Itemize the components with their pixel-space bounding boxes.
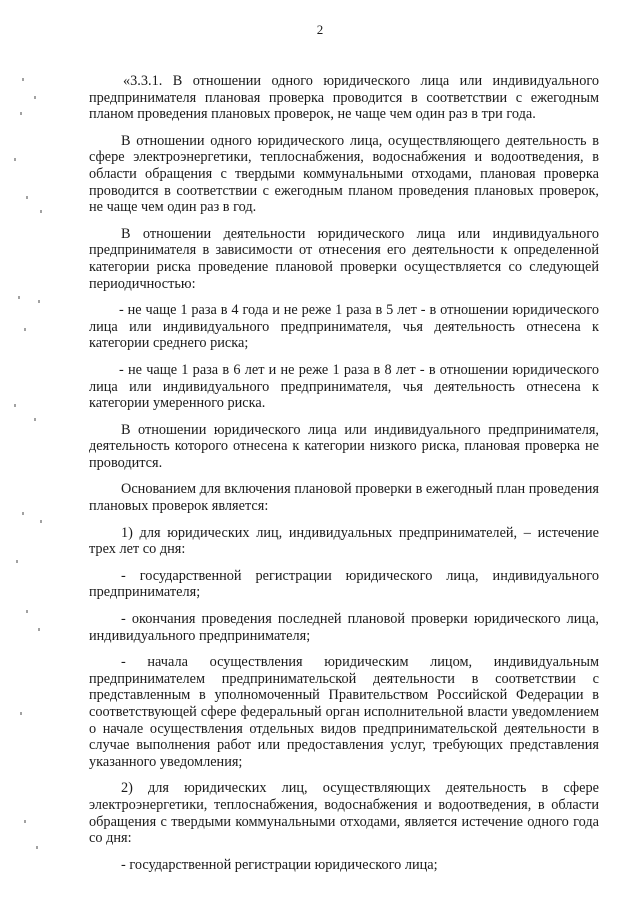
list-item-start-of-activity: - начала осуществления юридическим лицом, индивидуальным предпринимателем предпринимательской деятельности в соответствии с представленным в уполномоченный Правительством Российской Федерации в соответствующей сфере федеральный орган исполнительной власти уведомлением о начале осуществления отдельных видов предпринимательской деятельности в случае выполнения работ или предоставления услуг, требующих представления указанного уведомления; (89, 654, 599, 770)
paragraph-low-risk: В отношении юридического лица или индивидуального предпринимателя, деятельность которого отнесена к категории низкого риска, плановая проверка не проводится. (89, 421, 599, 471)
list-item-legal-entity-registration: - государственной регистрации юридического лица; (121, 856, 438, 873)
list-item-three-years: 1) для юридических лиц, индивидуальных предпринимателей, – истечение трех лет со дня: (89, 524, 599, 558)
paragraph-energy-sector: В отношении одного юридического лица, осуществляющего деятельность в сфере электроэнергетики, теплоснабжения, водоснабжения и водоотведения, в области обращения с твердыми коммунальными отходами, плановая проверка проводится в соответствии с ежегодным планом проведения плановых проверок, не чаще чем один раз в год. (89, 132, 599, 216)
paragraph-grounds: Основанием для включения плановой проверки в ежегодный план проведения плановых проверок является: (89, 481, 599, 515)
list-item-last-inspection: - окончания проведения последней плановой проверки юридического лица, индивидуального предпринимателя; (89, 611, 599, 644)
margin-specks (0, 0, 60, 905)
list-item-state-registration: - государственной регистрации юридического лица, индивидуального предпринимателя; (89, 567, 599, 601)
page-number: 2 (316, 22, 324, 37)
list-item-one-year: 2) для юридических лиц, осуществляющих деятельность в сфере электроэнергетики, теплоснабжения, водоснабжения и водоотведения, в области обращения с твердыми коммунальными отходами, является истечение одного года со дня: (89, 780, 599, 847)
document-body (89, 73, 599, 883)
paragraph-3-3-1: «3.3.1. В отношении одного юридического лица или индивидуального предпринимателя плановая проверка проводится в соответствии с ежегодным планом проведения плановых проверок, не чаще чем один раз в три года. (89, 73, 599, 123)
list-item-medium-risk: - не чаще 1 раза в 4 года и не реже 1 раза в 5 лет - в отношении юридического лица или индивидуального предпринимателя, чья деятельность отнесена к категории среднего риска; (89, 302, 599, 352)
paragraph-risk-category: В отношении деятельности юридического лица или индивидуального предпринимателя в зависимости от отнесения его деятельности к определенной категории риска проведение плановой проверки осуществляется со следующей периодичностью: (89, 225, 599, 292)
list-item-moderate-risk: - не чаще 1 раза в 6 лет и не реже 1 раза в 8 лет - в отношении юридического лица или индивидуального предпринимателя, чья деятельность отнесена к категории умеренного риска. (89, 361, 599, 412)
